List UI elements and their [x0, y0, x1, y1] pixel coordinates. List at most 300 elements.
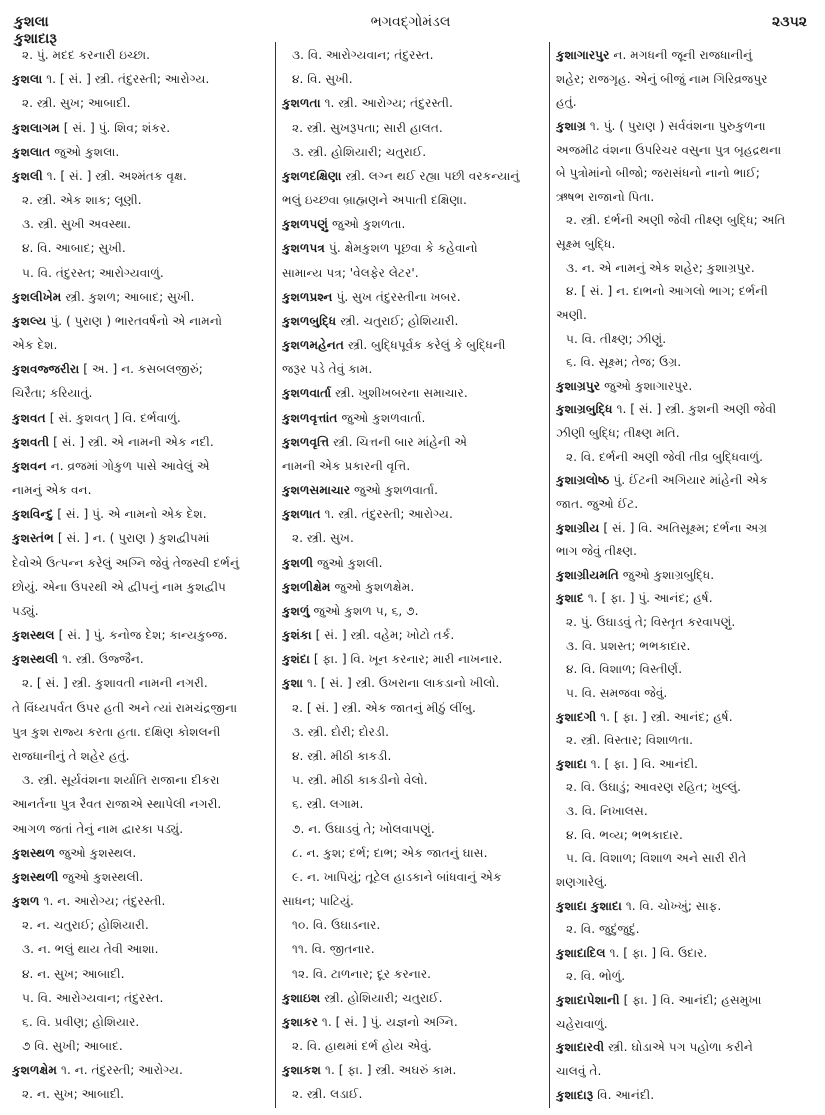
definition-line: [556, 306, 818, 324]
definition-text: ૪. વિ. આબાદ; સુખી.: [22, 241, 126, 256]
headword: કુશવજ્જરીરા: [12, 362, 80, 377]
entry-line: [12, 457, 270, 475]
definition-text: ૫. વિ. સમજવા જેવું.: [566, 685, 668, 700]
definition-text: ૩. વિ. નિખાલસ.: [566, 804, 648, 818]
headword: કુશાદારવી: [556, 1040, 605, 1055]
definition-text: ચાલવું તે.: [556, 1063, 602, 1078]
definition-text: ૧. [ સં. ] સ્ત્રી. કુશની અણી જેવી: [616, 402, 777, 417]
definition-text: એક દેશ.: [12, 338, 58, 353]
headword: કુશંદા: [282, 652, 310, 667]
definition-line: [282, 70, 544, 88]
headword: કુશાગ્રપુર: [556, 378, 601, 393]
definition-text: ૭. ન. ઉઘાડવું તે; ખોલવાપણું.: [292, 821, 435, 836]
definition-line: [556, 424, 818, 442]
headword: કુશલીખેમ: [12, 289, 62, 304]
definition-text: ૫. વિ. તીક્ષ્ણ; ઝીણું.: [566, 331, 667, 346]
definition-text: [ સં. ] પું. એ નામનો એક દેશ.: [57, 507, 207, 522]
entry-line: [556, 755, 818, 773]
definition-text: ૨. સ્ત્રી. સુખ; આબાદી.: [22, 96, 131, 111]
definition-line: [556, 188, 818, 206]
entry-line: [282, 409, 544, 427]
definition-line: [282, 143, 544, 161]
headword: કુશસ્થલી: [12, 652, 59, 667]
dictionary-column-3: [556, 46, 818, 1104]
definition-line: [282, 892, 544, 910]
definition-text: શણગારેલું.: [556, 874, 608, 889]
entry-line: [12, 167, 270, 185]
definition-text: જુઓ કુશલા.: [54, 144, 120, 159]
definition-line: [12, 239, 270, 257]
definition-text: જરૂર પડે તેવું કામ.: [282, 362, 373, 377]
headword: કુશળતા: [282, 96, 321, 111]
definition-line: [282, 844, 544, 862]
definition-line: [556, 802, 818, 820]
entry-line: [556, 377, 818, 395]
definition-text: ૧૨. વિ. ટાળનાર; દૂર કરનાર.: [292, 966, 432, 981]
definition-line: [556, 141, 818, 159]
definition-text: ૬. સ્ત્રી. લગામ.: [292, 797, 364, 812]
definition-line: [556, 849, 818, 867]
definition-text: ૩. સ્ત્રી. દોરી; દોરડી.: [292, 724, 389, 739]
definition-text: ૫. વિ. આરોગ્યવાન; તંદુરસ્ત.: [22, 990, 164, 1005]
definition-text: ૨. પું. ઉઘાડવું તે; વિસ્તૃત કરવાપણું.: [566, 615, 736, 629]
headword: કુશસ્તંભ: [12, 531, 54, 546]
entry-line: [282, 578, 544, 596]
definition-text: ૧. [ સં. ] પું. યજ્ઞનો અગ્નિ.: [321, 1014, 458, 1029]
definition-text: [ સં. ] વિ. અતિસૂક્ષ્મ; દર્ભના અગ્ર: [603, 520, 768, 535]
headword: કુશવિન્દુ: [12, 507, 54, 522]
definition-line: [12, 481, 270, 499]
headword: કુશાગ્ર: [556, 118, 586, 133]
definition-line: [12, 384, 270, 402]
definition-text: ૨. [ સં. ] સ્ત્રી. કુશાવતી નામની નગરી.: [22, 676, 208, 691]
definition-line: [556, 684, 818, 702]
dictionary-column-1: [12, 46, 270, 1104]
entry-line: [282, 602, 544, 620]
headword: કુશળવૃત્તાંત: [282, 410, 338, 425]
headword: કુશાગ્રીયમતિ: [556, 567, 619, 582]
page-number: ૨૩૫૨: [772, 14, 807, 30]
entry-line: [282, 215, 544, 233]
entry-line: [12, 143, 270, 161]
entry-line: [282, 674, 544, 692]
definition-line: [282, 771, 544, 789]
definition-text: ૨. [ સં. ] સ્ત્રી. એક જાતનું મીઠું લીંબુ.: [292, 700, 476, 715]
definition-text: સ્ત્રી. ચિત્તની બાર માંહેની એ: [333, 434, 468, 449]
definition-line: [12, 965, 270, 983]
definition-text: ૧. [ ફા. ] સ્ત્રી. અઘરું કામ.: [325, 1063, 457, 1078]
definition-text: જુઓ કુશળતા.: [332, 217, 406, 232]
definition-text: જાત. જુઓ ઈંટ.: [556, 496, 639, 511]
headword: કુશવન: [12, 458, 47, 473]
entry-line: [556, 117, 818, 135]
definition-text: દેવોએ ઉત્પન્ન કરેલું અગ્નિ જેવું તેજસ્વી દર્ભનું: [12, 555, 240, 570]
entry-line: [556, 589, 818, 607]
entry-line: [12, 626, 270, 644]
entry-line: [282, 626, 544, 644]
definition-text: ૧. [ ફા. ] પું. આનંદ; હર્ષ.: [587, 591, 713, 606]
definition-line: [12, 723, 270, 741]
entry-line: [282, 554, 544, 572]
definition-line: [282, 723, 544, 741]
headword: કુશળી: [282, 555, 313, 570]
headword: કુશંકા: [282, 628, 312, 643]
headword: કુશળપ્રશ્ન: [282, 289, 333, 304]
definition-text: [ સં. ] પું. શિવ; શંકર.: [63, 120, 171, 135]
definition-text: ૨. વિ. જુદુંજુદું.: [566, 922, 640, 937]
entry-line: [12, 892, 270, 910]
definition-text: સ્ત્રી. ઘોડાએ પગ પહોળા કરીને: [608, 1040, 753, 1055]
entry-line: [12, 119, 270, 137]
headword: કુશાદ: [556, 591, 584, 606]
definition-text: તે વિંધ્યપર્વત ઉપર હતી અને ત્યાં રામચંદ્રજીના: [12, 700, 238, 715]
headword: કુશાદા કુશાદા: [556, 898, 622, 913]
definition-line: [556, 495, 818, 513]
definition-text: [ સં. ] ન. ( પુરાણ ) કુશદ્વીપમાં: [57, 531, 210, 546]
definition-text: જુઓ કુશસ્થલી.: [62, 869, 144, 884]
definition-line: [282, 1085, 544, 1103]
definition-line: [556, 660, 818, 678]
entry-line: [556, 897, 818, 915]
definition-text: [ ફા. ] વિ. આનંદી; હસમુખા: [623, 993, 762, 1007]
entry-line: [282, 384, 544, 402]
headword: કુશળવાર્તા: [282, 386, 332, 401]
headword: કુશાઇશ: [282, 990, 321, 1005]
page-header: [14, 14, 807, 50]
headword: કુશાદાપેશાની: [556, 993, 620, 1007]
definition-line: [282, 940, 544, 958]
definition-text: ભાગ જેવું તીક્ષ્ણ.: [556, 544, 638, 559]
definition-text: જુઓ કુશાગ્રબુદ્ધિ.: [622, 567, 715, 582]
definition-text: [ સં. કુશવત્ ] વિ. દર્ભવાળું.: [49, 410, 181, 425]
definition-line: [282, 119, 544, 137]
entry-line: [282, 505, 544, 523]
definition-text: ૨. સ્ત્રી. વિસ્તાર; વિશાળતા.: [566, 733, 694, 748]
definition-line: [282, 747, 544, 765]
headword: કુશળસમાચાર: [282, 483, 351, 498]
definition-text: ૧. [ ફા. ] વિ. આનંદી.: [590, 756, 699, 771]
column-divider: [549, 42, 550, 1108]
definition-text: [ સં. ] સ્ત્રી. વહેમ; ખોટો તર્ક.: [315, 628, 455, 643]
definition-line: [282, 699, 544, 717]
definition-text: ૧. સ્ત્રી. ઉજ્જૈન.: [62, 652, 144, 667]
headword: કુશાકશ: [282, 1063, 321, 1078]
definition-line: [282, 264, 544, 282]
definition-text: પડ્યું.: [12, 603, 39, 618]
definition-text: શહેર; રાજગૃહ. એનું બીજું નામ ગિરિવ્રજપુર: [556, 71, 768, 86]
definition-line: [12, 1085, 270, 1103]
definition-line: [556, 93, 818, 111]
headword: કુશલ્ય: [12, 313, 47, 328]
definition-line: [12, 46, 270, 64]
definition-text: ૩. વિ. પ્રશસ્ત; ભભકાદાર.: [566, 638, 691, 653]
definition-text: જુઓ કુશલી.: [317, 555, 383, 570]
definition-text: પું. ઈંટની અગિયાર માંહેની એક: [613, 473, 768, 488]
definition-text: સ્ત્રી. લગ્ન થઈ રહ્યા પછી વરકન્યાનું: [345, 168, 520, 183]
headword: કુશાદા: [556, 756, 587, 771]
definition-text: ૪. [ સં. ] ન. દાભનો આગલો ભાગ; દર્ભની: [566, 284, 768, 299]
definition-text: પું. ( પુરાણ ) ભારતવર્ષનો એ નામનો: [50, 313, 222, 328]
entry-line: [556, 991, 818, 1009]
definition-line: [12, 215, 270, 233]
definition-text: વિ. આનંદી.: [597, 1087, 655, 1102]
definition-text: અણી.: [556, 307, 587, 322]
definition-line: [556, 70, 818, 88]
definition-text: ૧. વિ. ચોખ્ખું; સાફ.: [625, 898, 722, 913]
headword: કુશવતી: [12, 434, 50, 449]
definition-text: ઝીણી બુદ્ધિ; તીક્ષ્ણ મતિ.: [556, 426, 680, 440]
definition-text: ૧૦. વિ. ઉઘાડનાર.: [292, 918, 381, 933]
entry-line: [556, 1038, 818, 1056]
definition-line: [12, 674, 270, 692]
definition-text: જુઓ કુશળ ૫, ૬, ૭.: [313, 603, 419, 618]
definition-text: [ ફા. ] વિ. ખૂન કરનાર; મારી નાખનાર.: [313, 652, 503, 667]
definition-text: આગળ જતાં તેનું નામ દ્વારકા પડ્યું.: [12, 821, 184, 836]
headword: કુશસ્થલ: [12, 628, 55, 643]
definition-text: ૭ વિ. સુખી; આબાદ.: [22, 1039, 123, 1054]
definition-text: ૫. સ્ત્રી. મીઠી કાકડીનો વેલો.: [292, 773, 428, 788]
entry-line: [282, 94, 544, 112]
definition-text: ૧. પું. ( પુરાણ ) સર્વવંશના પુરુકુળના: [589, 118, 766, 133]
definition-text: ૧. સ્ત્રી. આરોગ્ય; તંદુરસ્તી.: [324, 96, 453, 111]
definition-line: [556, 1015, 818, 1033]
entry-line: [282, 336, 544, 354]
headword: કુશા: [282, 676, 303, 691]
definition-text: ૧૧. વિ. જીતનાર.: [292, 942, 375, 957]
entry-line: [282, 481, 544, 499]
entry-line: [556, 46, 818, 64]
entry-line: [556, 944, 818, 962]
entry-line: [12, 360, 270, 378]
definition-line: [12, 1013, 270, 1031]
definition-text: ૧. [ સં. ] સ્ત્રી. તંદુરસ્તી; આરોગ્ય.: [46, 72, 210, 87]
dictionary-column-2: [282, 46, 544, 1104]
definition-text: ૧. ન. તંદુરસ્તી; આરોગ્ય.: [60, 1063, 183, 1078]
guide-word-last: કુશાદારૂ: [14, 31, 57, 47]
definition-text: ૨. સ્ત્રી. લડાઈ.: [292, 1087, 363, 1102]
definition-text: [ અ. ] ન. કસબલજીરું;: [83, 362, 203, 377]
definition-text: સૂક્ષ્મ બુદ્ધિ.: [556, 237, 616, 251]
definition-text: પું. ક્ષેમકુશળ પૂછવા કે કહેવાનો: [328, 241, 478, 256]
definition-line: [12, 989, 270, 1007]
definition-text: ૩. સ્ત્રી. સુખી અવસ્થા.: [22, 217, 132, 232]
definition-text: સ્ત્રી. કુશળ; આબાદ; સુખી.: [65, 289, 195, 304]
definition-line: [556, 330, 818, 348]
entry-line: [282, 1013, 544, 1031]
definition-text: નામની એક પ્રકારની વૃત્તિ.: [282, 458, 411, 473]
definition-text: ૨. સ્ત્રી. સુખ.: [292, 531, 354, 546]
headword: કુશળીક્ષેમ: [282, 579, 331, 594]
definition-line: [556, 542, 818, 560]
definition-text: [ સં. ] પું. કનોજ દેશ; કાન્યકુબ્જ.: [58, 628, 228, 643]
definition-line: [12, 771, 270, 789]
definition-text: ૨. વિ. ઉઘાડું; આવરણ રહિત; ખુલ્લું.: [566, 780, 741, 795]
definition-line: [282, 1037, 544, 1055]
headword: કુશલાગમ: [12, 120, 60, 135]
definition-text: હતું.: [556, 95, 577, 110]
definition-line: [556, 259, 818, 277]
definition-text: ન. મગધની જૂની રાજધાનીનું: [613, 48, 753, 62]
definition-text: ૨. સ્ત્રી. દર્ભની અણી જેવી તીક્ષ્ણ બુદ્ધિ; અતિ: [566, 213, 786, 228]
headword: કુશલી: [12, 168, 43, 183]
definition-text: જુઓ કુશળક્ષેમ.: [334, 579, 415, 594]
definition-line: [12, 940, 270, 958]
entry-line: [556, 519, 818, 537]
definition-text: ૪. સ્ત્રી. મીઠી કાકડી.: [292, 748, 392, 763]
definition-line: [12, 94, 270, 112]
definition-text: ૧. [ ફા. ] વિ. ઉદાર.: [609, 945, 708, 960]
definition-line: [12, 747, 270, 765]
entry-line: [12, 650, 270, 668]
definition-line: [556, 613, 818, 631]
headword: કુશળ: [12, 894, 40, 909]
entry-line: [12, 844, 270, 862]
definition-text: [ સં. ] સ્ત્રી. એ નામની એક નદી.: [53, 434, 214, 449]
headword: કુશળક્ષેમ: [12, 1063, 57, 1078]
entry-line: [12, 433, 270, 451]
definition-text: જુઓ કુશસ્થલ.: [58, 845, 137, 860]
definition-text: ૬. વિ. સૂક્ષ્મ; તેજ; ઉગ્ર.: [566, 355, 682, 370]
headword: કુશસ્થળ: [12, 845, 55, 860]
headword: કુશળું: [282, 603, 310, 618]
definition-line: [282, 868, 544, 886]
definition-line: [556, 967, 818, 985]
guide-word-first: કુશલા: [14, 14, 49, 30]
definition-line: [556, 731, 818, 749]
headword: કુશળપત્ર: [282, 241, 325, 256]
definition-line: [12, 336, 270, 354]
definition-line: [556, 211, 818, 229]
definition-text: પુત્ર કુશ રાજ્ય કરતા હતા. દક્ષિણ કોશલની: [12, 724, 221, 739]
entry-line: [282, 312, 544, 330]
definition-text: ૧. [ સં. ] સ્ત્રી. અશ્મંતક વૃક્ષ.: [46, 168, 187, 183]
definition-text: ૮. ન. કુશ; દર્ભ; દાભ; એક જાતનું ઘાસ.: [292, 845, 488, 860]
definition-text: જુઓ કુશાગારપુર.: [604, 378, 693, 393]
definition-text: ૨. વિ. દર્ભની અણી જેવી તીવ્ર બુદ્ધિવાળું.: [566, 449, 763, 464]
definition-text: પું. સુખ તંદુરસ્તીના ખબર.: [336, 289, 461, 304]
definition-line: [556, 282, 818, 300]
definition-text: સ્ત્રી. ચતુરાઈ; હોશિયારી.: [340, 313, 459, 328]
headword: કુશલાત: [12, 144, 51, 159]
definition-line: [12, 264, 270, 282]
headword: કુશાકર: [282, 1014, 318, 1029]
definition-text: સ્ત્રી. હોશિયારી; ચતુરાઈ.: [324, 990, 443, 1005]
definition-text: ૧. [ ફા. ] સ્ત્રી. આનંદ; હર્ષ.: [600, 709, 733, 724]
headword: કુશલા: [12, 72, 43, 87]
headword: કુશસ્થળી: [12, 869, 59, 884]
definition-text: ૨. સ્ત્રી. સુખરૂપતા; સારી હાલત.: [292, 120, 443, 135]
entry-line: [12, 1061, 270, 1079]
definition-line: [282, 820, 544, 838]
definition-text: અજમીઢ વંશના ઉપરિચર વસુના પુત્ર બૃહદ્રથના: [556, 142, 782, 157]
definition-text: ૪. વિ. સુખી.: [292, 72, 353, 87]
definition-line: [12, 699, 270, 717]
definition-text: ૨. પું. મદદ કરનારી ઇચ્છા.: [22, 48, 150, 62]
definition-text: બે પુત્રોમાંનો બીજો; જરાસંધનો નાનો ભાઈ;: [556, 166, 760, 181]
headword: કુશાદગી: [556, 709, 597, 724]
entry-line: [282, 167, 544, 185]
definition-line: [556, 235, 818, 253]
definition-text: ૩. સ્ત્રી. સૂર્યવંશના શર્યાતિ રાજાના દીકરા: [22, 773, 220, 788]
entry-line: [556, 471, 818, 489]
headword: કુશાદાદિલ: [556, 945, 606, 960]
entry-line: [282, 433, 544, 451]
entry-line: [556, 566, 818, 584]
entry-line: [282, 650, 544, 668]
definition-text: ચહેરાવાળું.: [556, 1016, 608, 1031]
definition-line: [556, 1062, 818, 1080]
definition-line: [282, 46, 544, 64]
definition-line: [12, 578, 270, 596]
definition-text: ૧. [ સં. ] સ્ત્રી. ઉખરાના લાકડાનો ખીલો.: [307, 676, 500, 691]
definition-text: ૩. વિ. આરોગ્યવાન; તંદુરસ્ત.: [292, 48, 434, 62]
definition-text: ૪. ન. સુખ; આબાદી.: [22, 966, 125, 981]
definition-line: [282, 795, 544, 813]
definition-text: ૨. સ્ત્રી. એક શાક; લૂણી.: [22, 193, 142, 208]
entry-line: [12, 409, 270, 427]
definition-text: ૨. વિ. ભોળું.: [566, 969, 626, 984]
headword: કુશાગ્રલોષ્ઠ: [556, 473, 610, 488]
entry-line: [12, 529, 270, 547]
definition-text: ૪. વિ. ભવ્ય; ભભકાદાર.: [566, 827, 683, 842]
definition-text: ૩. ન. એ નામનું એક શહેર; કુશાગ્રપુર.: [566, 260, 755, 275]
headword: કુશવત: [12, 410, 46, 425]
column-divider: [275, 42, 276, 1108]
definition-text: જુઓ કુશળવાર્તા.: [354, 483, 438, 498]
definition-text: રાજધાનીનું તે શહેર હતું.: [12, 748, 130, 763]
definition-line: [12, 795, 270, 813]
definition-text: ૯. ન. ખાપિયું; તૂટેલ હાડકાને બાંધવાનું એક: [292, 869, 502, 884]
entry-line: [12, 70, 270, 88]
definition-line: [12, 602, 270, 620]
entry-line: [12, 288, 270, 306]
definition-text: ૧. ન. આરોગ્ય; તંદુરસ્તી.: [43, 894, 166, 909]
definition-text: આનર્તના પુત્ર રૈવત રાજાએ સ્થાપેલી નગરી.: [12, 797, 222, 812]
headword: કુશળવૃત્તિ: [282, 434, 330, 449]
definition-text: ૨. ન. ચતુરાઈ; હોશિયારી.: [22, 918, 149, 933]
definition-text: સાધન; પાટિયું.: [282, 894, 354, 909]
headword: કુશળપણું: [282, 217, 329, 232]
definition-text: ૨. વિ. હાથમાં દર્ભ હોય એવું.: [292, 1039, 432, 1054]
headword: કુશળબુદ્ધિ: [282, 313, 337, 328]
definition-line: [282, 965, 544, 983]
headword: કુશળમહેનત: [282, 338, 344, 353]
entry-line: [282, 239, 544, 257]
definition-text: ૪. વિ. વિશાળ; વિસ્તીર્ણ.: [566, 662, 683, 677]
definition-line: [556, 637, 818, 655]
definition-text: સામાન્ય પત્ર; 'વેલફેર લેટર'.: [282, 265, 419, 280]
definition-line: [556, 353, 818, 371]
definition-text: ૩. સ્ત્રી. હોશિયારી; ચતુરાઈ.: [292, 144, 427, 159]
definition-line: [12, 1037, 270, 1055]
entry-line: [282, 1061, 544, 1079]
definition-text: સ્ત્રી. બુદ્ધિપૂર્વક કરેલું કે બુદ્ધિની: [347, 338, 506, 353]
entry-line: [556, 1086, 818, 1104]
entry-line: [12, 312, 270, 330]
definition-line: [12, 916, 270, 934]
definition-line: [282, 360, 544, 378]
headword: કુશળાત: [282, 507, 321, 522]
definition-text: ૬. વિ. પ્રવીણ; હોશિયાર.: [22, 1014, 140, 1029]
definition-line: [282, 916, 544, 934]
definition-text: સ્ત્રી. ખુશીખબરના સમાચાર.: [335, 386, 468, 401]
definition-text: ભલું ઇચ્છવા બ્રાહ્મણને અપાતી દક્ષિણા.: [282, 193, 467, 208]
definition-line: [556, 448, 818, 466]
definition-line: [556, 778, 818, 796]
headword: કુશળદક્ષિણા: [282, 168, 342, 183]
entry-line: [556, 708, 818, 726]
headword: કુશાગ્રબુદ્ધિ: [556, 402, 613, 417]
